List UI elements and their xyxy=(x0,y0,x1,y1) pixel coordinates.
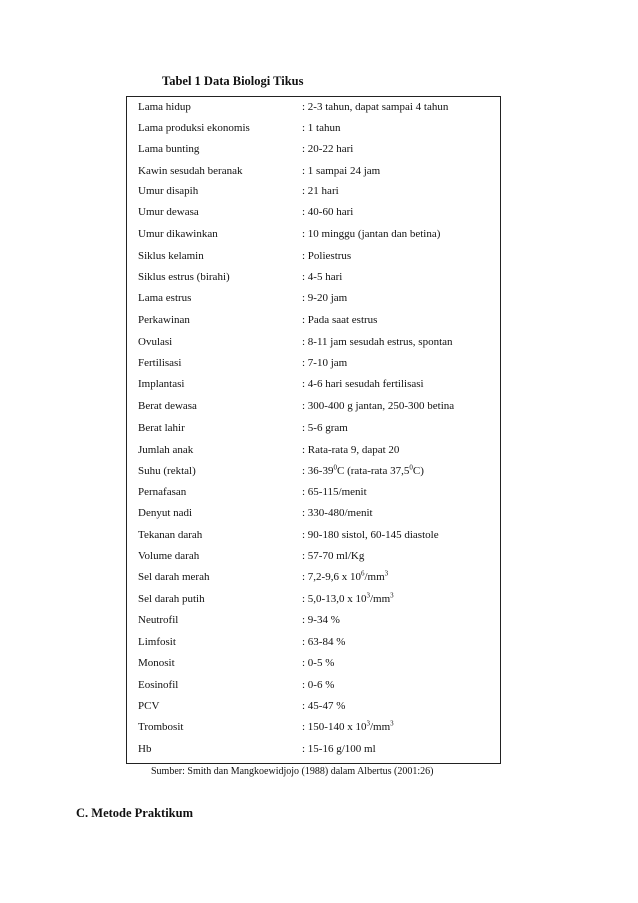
table-row xyxy=(127,224,500,245)
superscript: 3 xyxy=(366,591,370,600)
table-row xyxy=(127,739,500,760)
table-row xyxy=(127,97,500,118)
row-label: Lama estrus xyxy=(138,292,192,304)
row-label: Ovulasi xyxy=(138,336,173,348)
row-value: : Rata-rata 9, dapat 20 xyxy=(302,444,400,456)
row-label: Umur dewasa xyxy=(138,206,199,218)
table-row xyxy=(127,353,500,374)
row-value: : 300-400 g jantan, 250-300 betina xyxy=(302,400,455,412)
table-row xyxy=(127,181,500,202)
row-value: : 9-20 jam xyxy=(302,292,348,304)
row-value: : 7-10 jam xyxy=(302,357,348,369)
table-row xyxy=(127,161,500,182)
row-label: Sel darah merah xyxy=(138,571,210,583)
table-row xyxy=(127,675,500,696)
superscript: 3 xyxy=(384,569,389,578)
table-row xyxy=(127,482,500,503)
row-value: : 4-6 hari sesudah fertilisasi xyxy=(302,378,424,390)
row-value: : 0-6 % xyxy=(302,679,335,691)
row-value: : 7,2-9,6 x $10^6/mm^3$ xyxy=(302,569,389,583)
row-value: : 150-140 x $10^3/mm^3$ xyxy=(302,719,394,733)
row-label: Umur disapih xyxy=(138,185,199,197)
row-label: Fertilisasi xyxy=(138,357,182,369)
row-value: : 10 minggu (jantan dan betina) xyxy=(302,228,441,240)
table-row xyxy=(127,589,500,610)
row-value: : 57-70 ml/Kg xyxy=(302,550,365,562)
table-row xyxy=(127,267,500,288)
table-row xyxy=(127,118,500,139)
table-row xyxy=(127,503,500,524)
row-value: : 330-480/menit xyxy=(302,507,373,519)
row-value: : 40-60 hari xyxy=(302,206,354,218)
row-label: Berat dewasa xyxy=(138,400,197,412)
row-label: Jumlah anak xyxy=(138,444,194,456)
superscript: 3 xyxy=(390,719,394,728)
row-value: : $36-39^0C$ (rata-rata 37,5$^0$C) xyxy=(302,463,424,477)
superscript: 0 xyxy=(409,463,413,472)
table-row xyxy=(127,332,500,353)
row-value: : 45-47 % xyxy=(302,700,346,712)
row-label: Limfosit xyxy=(138,636,176,648)
row-value: : 1 sampai 24 jam xyxy=(302,165,381,177)
table-caption: Tabel 1 Data Biologi Tikus xyxy=(162,74,304,88)
table-row xyxy=(127,246,500,267)
row-label: Umur dikawinkan xyxy=(138,228,218,240)
table-row xyxy=(127,418,500,439)
row-label: Tekanan darah xyxy=(138,529,203,541)
row-value: : 9-34 % xyxy=(302,614,340,626)
section-heading: C. Metode Praktikum xyxy=(76,806,193,820)
row-label: Monosit xyxy=(138,657,175,669)
table-row xyxy=(127,525,500,546)
row-label: Berat lahir xyxy=(138,422,185,434)
row-label: Lama produksi ekonomis xyxy=(138,122,250,134)
table-row xyxy=(127,288,500,309)
row-value: : 90-180 sistol, 60-145 diastole xyxy=(302,529,439,541)
row-label: Volume darah xyxy=(138,550,200,562)
row-label: Implantasi xyxy=(138,378,185,390)
row-value: : 65-115/menit xyxy=(302,486,367,498)
row-label: Trombosit xyxy=(138,721,184,733)
table-row xyxy=(127,653,500,674)
superscript: 6 xyxy=(360,569,365,578)
row-value: : 4-5 hari xyxy=(302,271,343,283)
row-value: : 5-6 gram xyxy=(302,422,348,434)
table-row xyxy=(127,461,500,482)
row-value: : Poliestrus xyxy=(302,250,352,262)
biology-data-table xyxy=(126,96,501,764)
row-label: Eosinofil xyxy=(138,679,179,691)
table-row xyxy=(127,546,500,567)
row-value: : 15-16 g/100 ml xyxy=(302,743,376,755)
row-value: : 63-84 % xyxy=(302,636,346,648)
row-label: Siklus kelamin xyxy=(138,250,204,262)
row-label: Neutrofil xyxy=(138,614,179,626)
table-row xyxy=(127,374,500,395)
row-value: : 8-11 jam sesudah estrus, spontan xyxy=(302,336,453,348)
table-row xyxy=(127,610,500,631)
table-row xyxy=(127,567,500,588)
row-label: Sel darah putih xyxy=(138,593,205,605)
row-label: Suhu (rektal) xyxy=(138,465,196,477)
row-label: Kawin sesudah beranak xyxy=(138,165,243,177)
row-label: Denyut nadi xyxy=(138,507,193,519)
table-source-note: Sumber: Smith dan Mangkoewidjojo (1988) dalam Albertus (2001:26) xyxy=(151,766,434,777)
row-label: Lama hidup xyxy=(138,101,191,113)
row-value: : Pada saat estrus xyxy=(302,314,378,326)
table-row xyxy=(127,632,500,653)
superscript: 3 xyxy=(366,719,370,728)
row-value: : 5,0-13,0 x $10^3/mm^3$ xyxy=(302,591,394,605)
row-value: : 1 tahun xyxy=(302,122,341,134)
row-value: : 2-3 tahun, dapat sampai 4 tahun xyxy=(302,101,449,113)
table-row xyxy=(127,396,500,417)
table-row xyxy=(127,440,500,461)
row-value: : 21 hari xyxy=(302,185,339,197)
row-label: Hb xyxy=(138,743,152,755)
row-value: : 0-5 % xyxy=(302,657,335,669)
table-row xyxy=(127,310,500,331)
superscript: 0 xyxy=(333,463,337,472)
table-row xyxy=(127,202,500,223)
table-row xyxy=(127,717,500,738)
table-row xyxy=(127,696,500,717)
row-value: : 20-22 hari xyxy=(302,143,354,155)
row-label: Lama bunting xyxy=(138,143,200,155)
row-label: Perkawinan xyxy=(138,314,190,326)
row-label: Pernafasan xyxy=(138,486,187,498)
row-label: PCV xyxy=(138,700,160,712)
superscript: 3 xyxy=(390,591,394,600)
row-label: Siklus estrus (birahi) xyxy=(138,271,230,283)
table-row xyxy=(127,139,500,160)
